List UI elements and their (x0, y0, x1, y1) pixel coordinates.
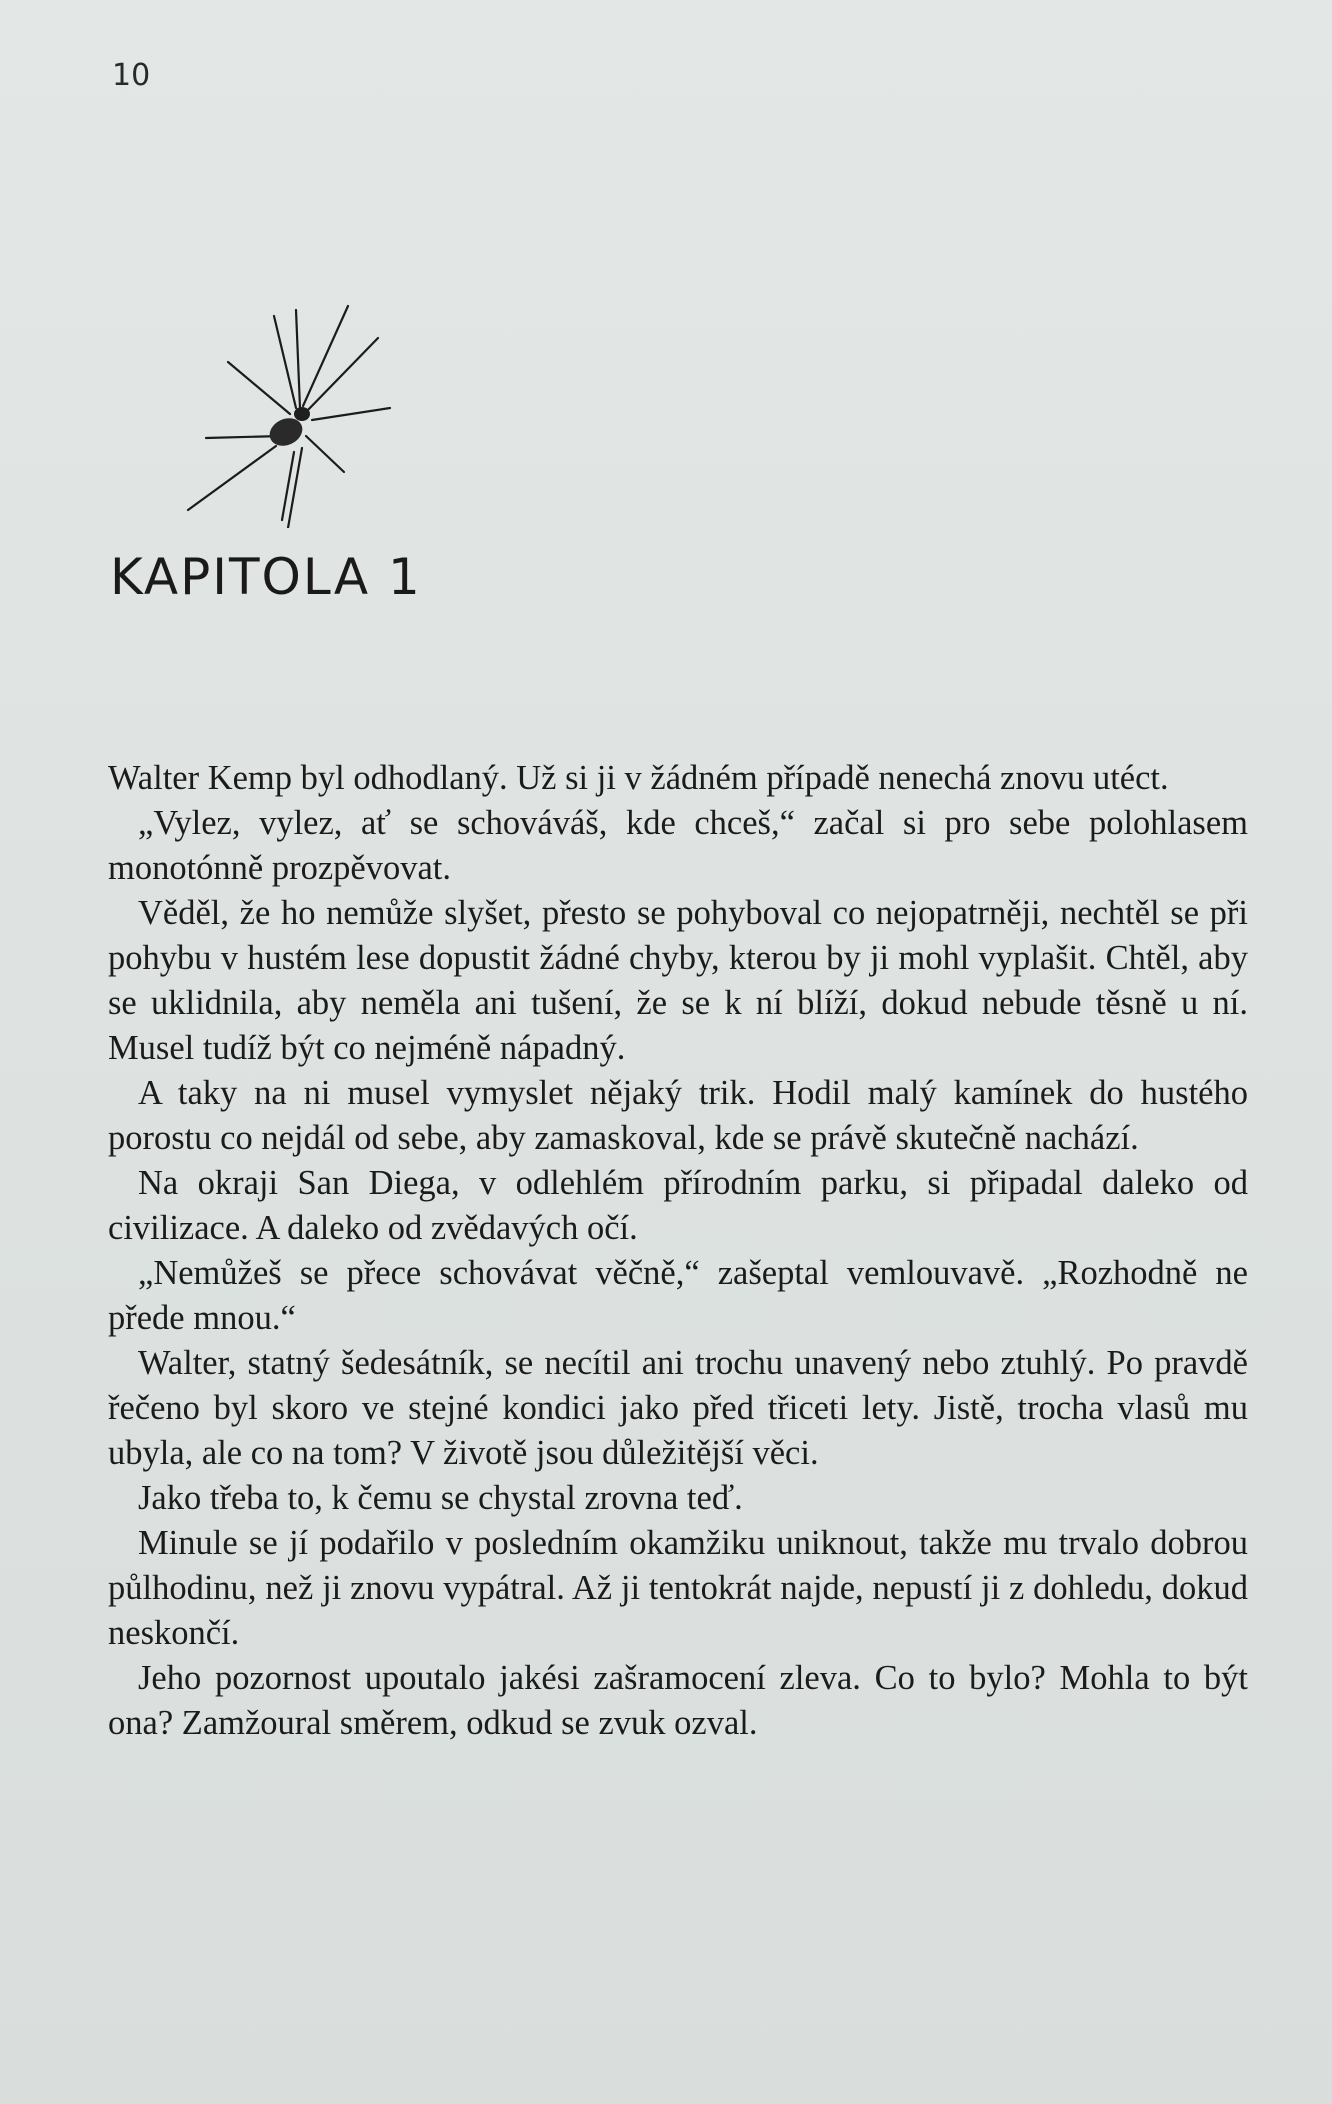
page-number: 10 (112, 58, 151, 93)
paragraph: „Nemůžeš se přece schovávat věčně,“ zašeptal vemlouvavě. „Rozhodně ne přede mnou.“ (108, 1254, 1248, 1337)
chapter-body (108, 756, 1248, 1746)
chapter-title: KAPITOLA 1 (110, 548, 422, 606)
paragraph: Minule se jí podařilo v posledním okamžiku uniknout, takže mu trvalo dobrou půlhodinu, než ji znovu vypátral. Až ji tentokrát najde, nepustí ji z dohledu, dokud neskončí. (108, 1524, 1248, 1652)
paragraph: Walter Kemp byl odhodlaný. Už si ji v žádném případě nenechá znovu utéct. (108, 759, 1169, 797)
spider-icon (178, 296, 400, 528)
paragraph: Věděl, že ho nemůže slyšet, přesto se pohyboval co nejopatrněji, nechtěl se při pohybu v hustém lese dopustit žádné chyby, kterou by ji mohl vyplašit. Chtěl, aby se uklidnila, aby neměla ani tušení, že se k ní blíží, dokud nebude těsně u ní. Musel tudíž být co nejméně nápadný. (108, 894, 1248, 1067)
paragraph: Walter, statný šedesátník, se necítil ani trochu unavený nebo ztuhlý. Po pravdě řečeno byl skoro ve stejné kondici jako před třiceti lety. Jistě, trocha vlasů mu ubyla, ale co na tom? V životě jsou důležitější věci. (108, 1344, 1248, 1472)
paragraph: „Vylez, vylez, ať se schováváš, kde chceš,“ začal si pro sebe polohlasem monotónně prozpěvovat. (108, 804, 1248, 887)
paragraph: Jako třeba to, k čemu se chystal zrovna teď. (138, 1479, 743, 1517)
paragraph: Na okraji San Diega, v odlehlém přírodním parku, si připadal daleko od civilizace. A daleko od zvědavých očí. (108, 1164, 1248, 1247)
paragraph: Jeho pozornost upoutalo jakési zašramocení zleva. Co to bylo? Mohla to být ona? Zamžoural směrem, odkud se zvuk ozval. (108, 1659, 1248, 1742)
paragraph: A taky na ni musel vymyslet nějaký trik. Hodil malý kamínek do hustého porostu co nejdál od sebe, aby zamaskoval, kde se právě skutečně nachází. (108, 1074, 1248, 1157)
